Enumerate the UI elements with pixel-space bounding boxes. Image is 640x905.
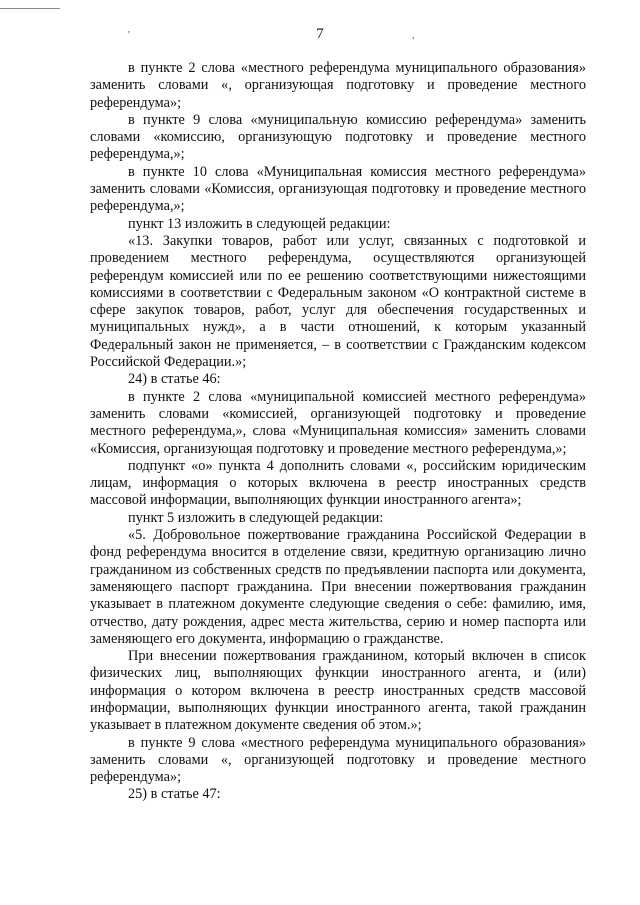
page-number: 7	[316, 26, 324, 42]
document-body	[90, 60, 586, 804]
paragraph: в пункте 2 слова «муниципальной комиссией местного референдума» заменить словами «комиссией, организующей подготовку и проведение местного референдума,», слова «Муниципальная комиссия» заменить словами «Комиссия, организующая подготовку и проведение местного референдума,»;	[90, 388, 586, 457]
scan-tick-left: '	[128, 30, 130, 41]
scan-tick-right: ,	[412, 30, 415, 41]
paragraph: в пункте 9 слова «местного референдума муниципального образования» заменить словами «, организующей подготовку и проведение местного референдума»;	[90, 734, 586, 786]
paragraph: 24) в статье 46:	[128, 371, 221, 388]
paragraph: пункт 13 изложить в следующей редакции:	[128, 215, 391, 232]
paragraph: в пункте 10 слова «Муниципальная комиссия местного референдума» заменить словами «Комиссия, организующая подготовку и проведение местного референдума,»;	[90, 163, 586, 215]
paragraph: пункт 5 изложить в следующей редакции:	[128, 509, 384, 526]
paragraph: «5. Добровольное пожертвование гражданина Российской Федерации в фонд референдума вносится в отделение связи, кредитную организацию лично гражданином из собственных средств по предъявлении паспорта или документа, заменяющего паспорт гражданина. При внесении пожертвования гражданин указывает в платежном документе следующие сведения о себе: фамилию, имя, отчество, дату рождения, адрес места жительства, серию и номер паспорта или заменяющего его документа, информацию о гражданстве.	[90, 527, 586, 647]
paragraph: в пункте 2 слова «местного референдума муниципального образования» заменить словами «, организующая подготовку и проведение местного референдума»;	[90, 60, 586, 111]
paragraph: 25) в статье 47:	[128, 786, 221, 803]
scan-edge-mark	[0, 8, 60, 9]
paragraph: в пункте 9 слова «муниципальную комиссию референдума» заменить словами «комиссию, организующую подготовку и проведение местного референдума,»;	[90, 111, 586, 163]
paragraph: подпункт «о» пункта 4 дополнить словами «, российским юридическим лицам, информация о которых включена в реестр иностранных средств массовой информации, выполняющих функции иностранного агента»;	[90, 457, 586, 509]
paragraph: «13. Закупки товаров, работ или услуг, связанных с подготовкой и проведением местного референдума, осуществляются организующей референдум комиссией или по ее решению соответствующими нижестоящими комиссиями в соответствии с Федеральным законом «О контрактной системе в сфере закупок товаров, работ, услуг для обеспечения государственных и муниципальных нужд», а в части отношений, к которым указанный Федеральный закон не применяется, – в соответствии с Гражданским кодексом Российской Федерации.»;	[90, 232, 586, 371]
paragraph: При внесении пожертвования гражданином, который включен в список физических лиц, выполняющих функции иностранного агента, и (или) информация о котором включена в реестр иностранных средств массовой информации, выполняющих функции иностранного агента, такой гражданин указывает в платежном документе сведения об этом.»;	[90, 648, 586, 734]
